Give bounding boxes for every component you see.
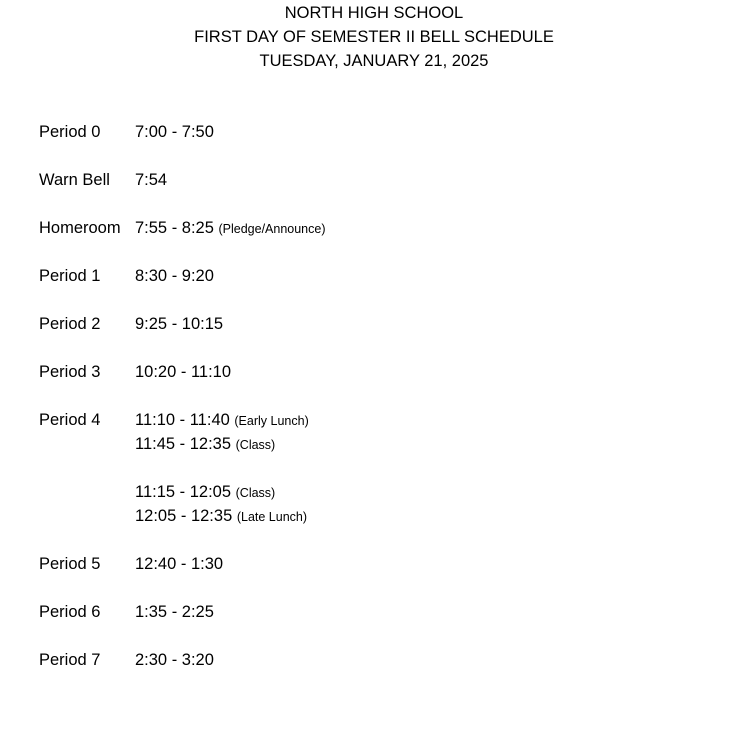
row-label-period-6: Period 6 [39, 603, 101, 621]
row-time-period-6 [135, 600, 214, 624]
row-label-period-0: Period 0 [39, 123, 101, 141]
time-text: 9:25 - 10:15 [135, 315, 224, 333]
row-label-period-4: Period 4 [39, 411, 101, 429]
row-time-warn-bell [135, 168, 167, 192]
time-note: (Early Lunch) [234, 414, 309, 428]
time-text: 7:55 - 8:25 [135, 219, 214, 237]
time-text: 1:35 - 2:25 [135, 603, 214, 621]
time-note: (Pledge/Announce) [218, 222, 326, 236]
row-label-period-7: Period 7 [39, 651, 101, 669]
time-text: 11:10 - 11:40 [135, 411, 230, 429]
time-text: 12:05 - 12:35 [135, 507, 233, 525]
row-time-period-4-slot-3 [135, 480, 275, 505]
time-text: 2:30 - 3:20 [135, 651, 214, 669]
time-note: (Class) [235, 438, 276, 452]
time-text: 12:40 - 1:30 [135, 555, 224, 573]
row-time-period-4-slot-4 [135, 504, 307, 529]
time-note: (Late Lunch) [236, 510, 308, 524]
time-text: 8:30 - 9:20 [135, 267, 214, 285]
row-label-warn-bell: Warn Bell [39, 171, 110, 189]
row-label-period-3: Period 3 [39, 363, 101, 381]
time-text: 7:54 [135, 171, 168, 189]
row-time-period-5 [135, 552, 223, 576]
row-time-period-4-slot-2 [135, 432, 275, 457]
row-time-period-0 [135, 120, 214, 144]
school-name: NORTH HIGH SCHOOL [284, 4, 464, 22]
row-label-homeroom: Homeroom [39, 219, 121, 237]
row-label-period-2: Period 2 [39, 315, 101, 333]
row-time-homeroom [135, 216, 326, 241]
time-note: (Class) [235, 486, 276, 500]
schedule-header [0, 1, 738, 73]
time-text: 11:15 - 12:05 [135, 483, 232, 501]
row-label-period-5: Period 5 [39, 555, 101, 573]
schedule-date: TUESDAY, JANUARY 21, 2025 [259, 52, 489, 70]
time-text: 10:20 - 11:10 [135, 363, 232, 381]
row-time-period-4-slot-1 [135, 408, 309, 433]
row-time-period-7 [135, 648, 214, 672]
schedule-title: FIRST DAY OF SEMESTER II BELL SCHEDULE [194, 28, 554, 46]
time-text: 11:45 - 12:35 [135, 435, 232, 453]
row-time-period-2 [135, 312, 223, 336]
row-time-period-3 [135, 360, 231, 384]
row-label-period-1: Period 1 [39, 267, 101, 285]
row-time-period-1 [135, 264, 214, 288]
time-text: 7:00 - 7:50 [135, 123, 214, 141]
